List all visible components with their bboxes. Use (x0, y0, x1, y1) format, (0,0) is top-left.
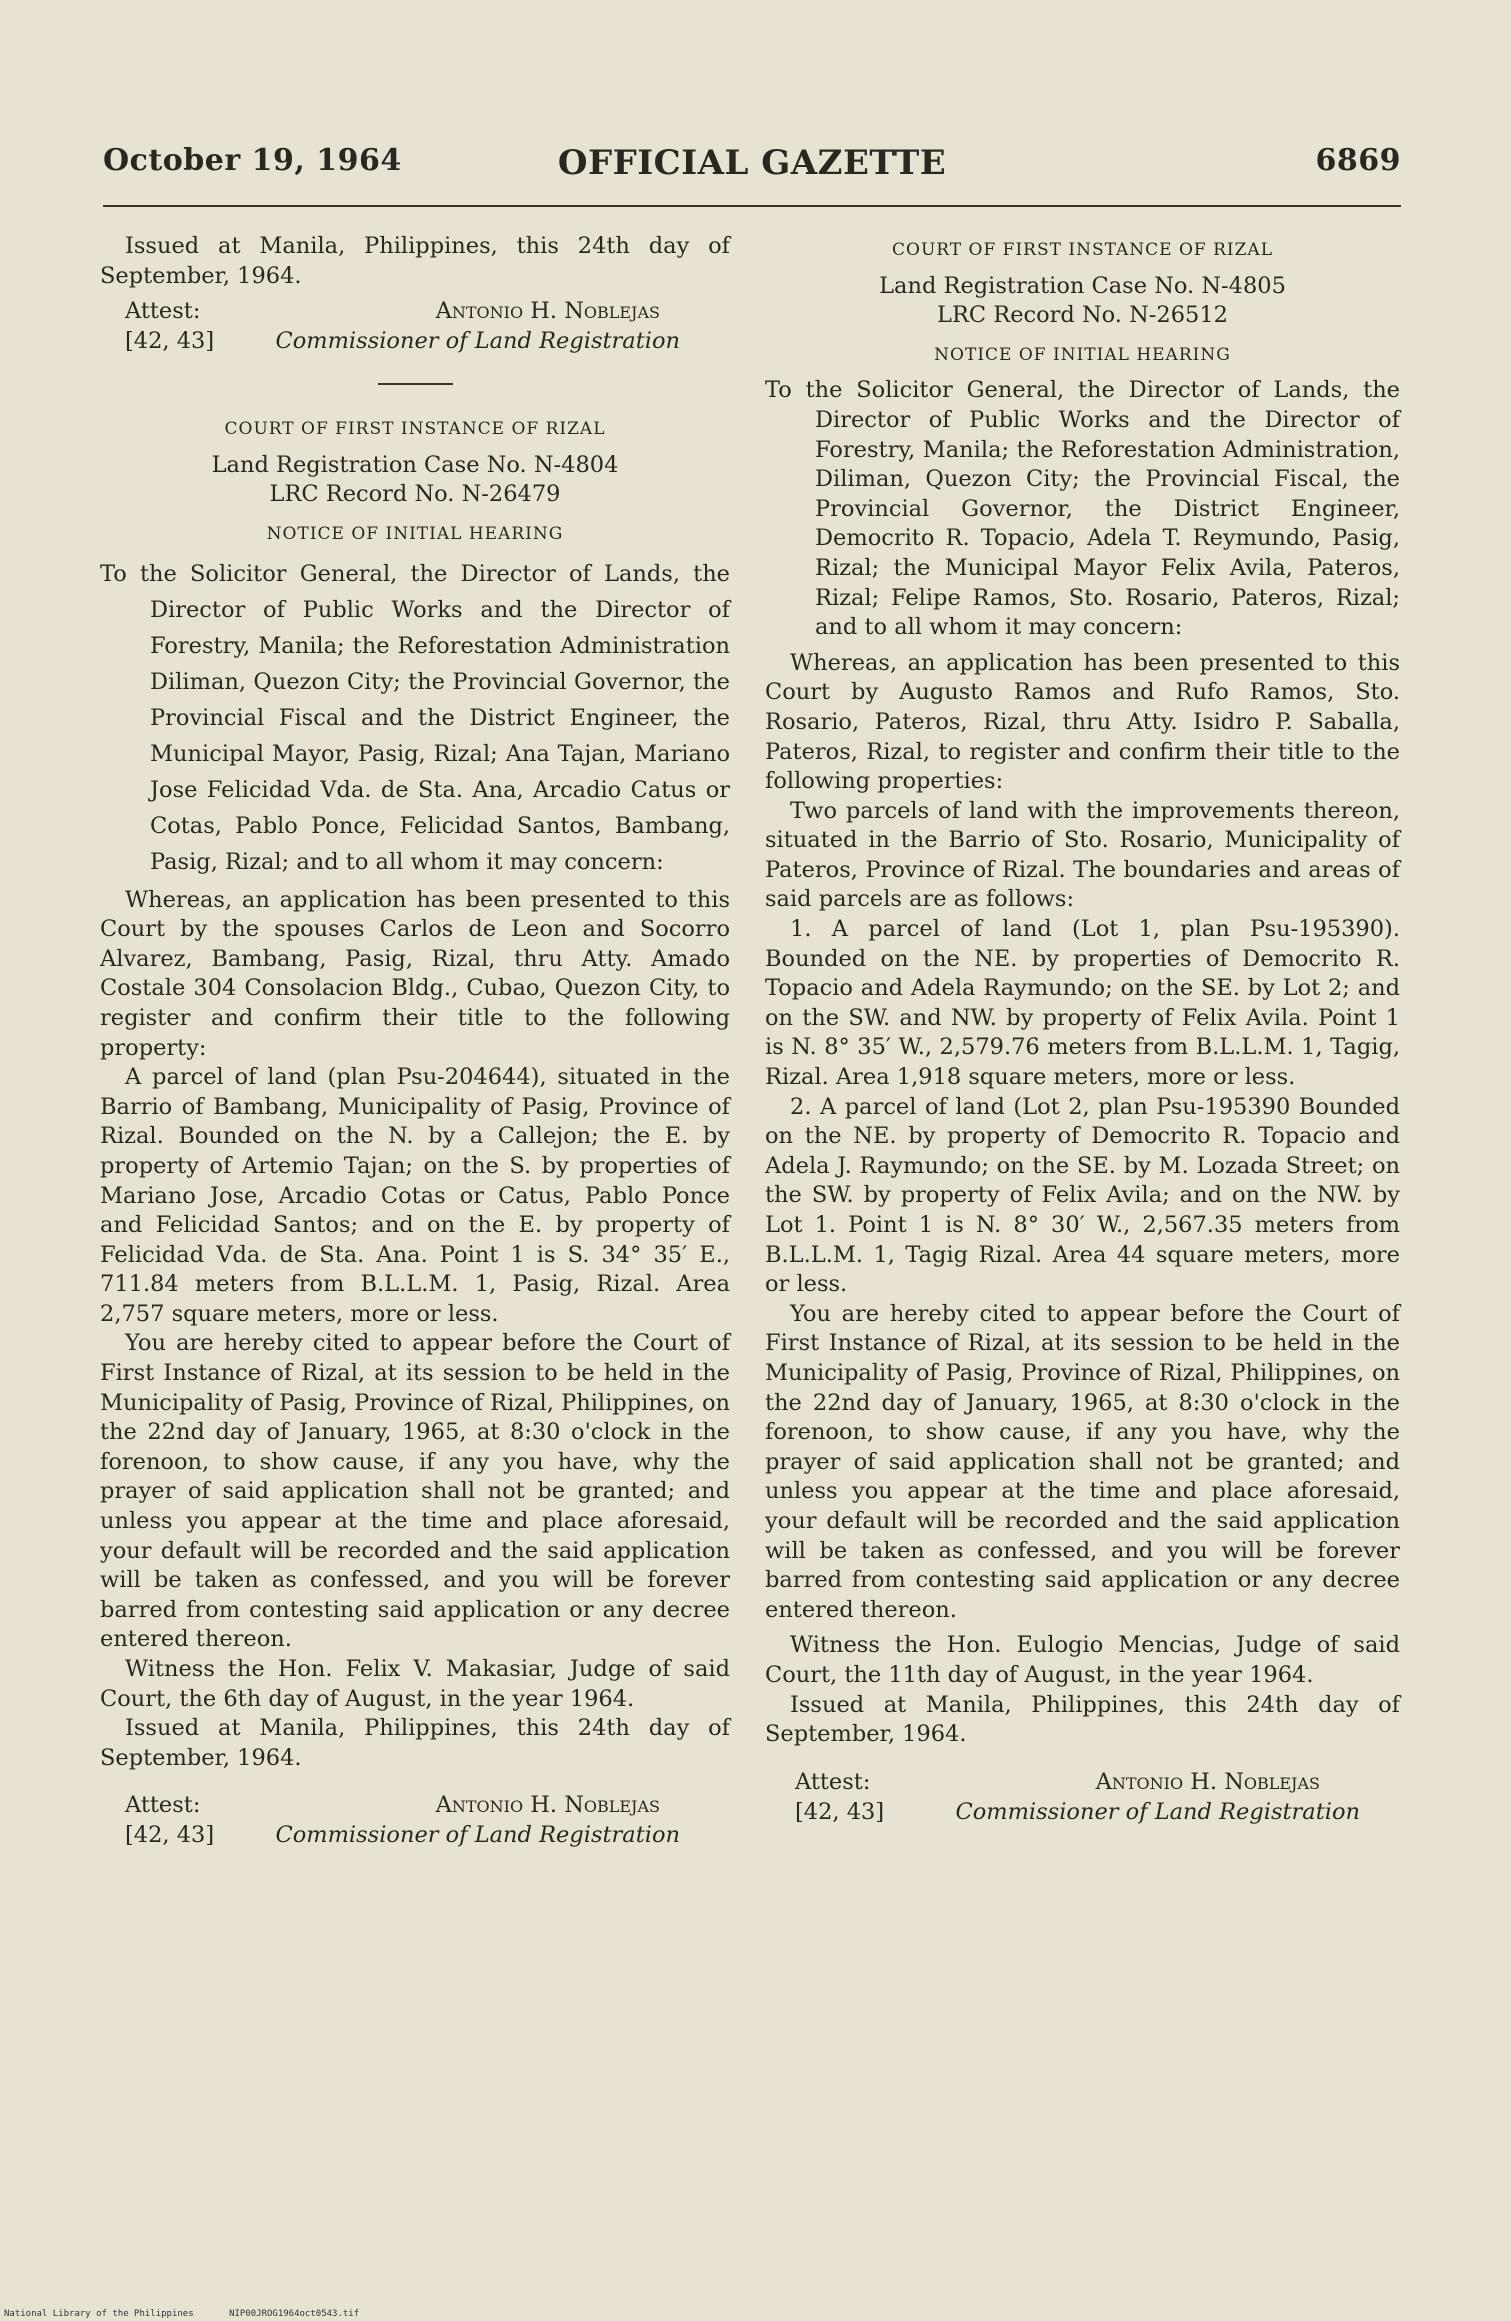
right-paragraph-3: 1. A parcel of land (Lot 1, plan Psu-195390). Bounded on the NE. by properties of Democrito R. Topacio and Adela Raymundo; on the SE. by Lot 2; and on the SW. and NW. by property of Felix Avila. Point 1 is N. 8° 35′ W., 2,579.76 meters from B.L.L.M. 1, Tagig, Rizal. Area 1,918 square meters, more or less. (765, 916, 1400, 1091)
footer-source: National Library of the Philippines (4, 2309, 194, 2319)
scan-footer (4, 2309, 389, 2319)
right-paragraph-5: You are hereby cited to appear before the Court of First Instance of Rizal, at its session to be held in the Municipality of Pasig, Province of Rizal, Philippines, on the 22nd day of January, 1965, at 8:30 o'clock in the forenoon, to show cause, if any you have, why the prayer of said application shall not be granted; and unless you appear at the time and place aforesaid, your default will be recorded and the said application will be taken as confessed, and you will be forever barred from contesting said application or any decree entered thereon. (765, 1300, 1400, 1623)
left-paragraph-3: You are hereby cited to appear before the Court of First Instance of Rizal, at its session to be held in the Municipality of Pasig, Province of Rizal, Philippines, on the 22nd day of January, 1965, at 8:30 o'clock in the forenoon, to show cause, if any you have, why the prayer of said application shall not be granted; and unless you appear at the time and place aforesaid, your default will be recorded and the said application will be taken as confessed, and you will be forever barred from contesting said application or any decree entered thereon. (100, 1330, 730, 1653)
header-date: October 19, 1964 (103, 143, 402, 178)
left-attest-label: Attest: (125, 1792, 201, 1819)
right-court-heading: COURT OF FIRST INSTANCE OF RIZAL (892, 240, 1273, 260)
right-paragraph-4: 2. A parcel of land (Lot 2, plan Psu-195390 Bounded on the NE. by property of Democrito R. Topacio and Adela J. Raymundo; on the SE. by M. Lozada Street; on the SW. by property of Felix Avila; and on the NW. by Lot 1. Point 1 is N. 8° 30′ W., 2,567.35 meters from B.L.L.M. 1, Tagig Rizal. Area 44 square meters, more or less. (765, 1093, 1400, 1298)
right-paragraph-6: Witness the Hon. Eulogio Mencias, Judge of said Court, the 11th day of August, in the year 1964. (765, 1632, 1400, 1688)
right-attest-row (765, 1768, 1400, 1798)
left-address: To the Solicitor General, the Director of Lands, the Director of Public Works and the Director of Forestry, Manila; the Reforestation Administration Diliman, Quezon City; the Provincial Governor, the Provincial Fiscal and the District Engineer, the Municipal Mayor, Pasig, Rizal; Ana Tajan, Mariano Jose Felicidad Vda. de Sta. Ana, Arcadio Catus or Cotas, Pablo Ponce, Felicidad Santos, Bambang, Pasig, Rizal; and to all whom it may concern: (100, 560, 730, 875)
left-top-ref: [42, 43] (125, 328, 215, 355)
right-case-number: Land Registration Case No. N-4805 (879, 272, 1286, 299)
right-address: To the Solicitor General, the Director of Lands, the Director of Public Works and the Director of Forestry, Manila; the Reforestation Administration, Diliman, Quezon City; the Provincial Fiscal, the Provincial Governor, the District Engineer, Democrito R. Topacio, Adela T. Reymundo, Pasig, Rizal; the Municipal Mayor Felix Avila, Pateros, Rizal; Felipe Ramos, Sto. Rosario, Pateros, Rizal; and to all whom it may concern: (765, 377, 1400, 641)
left-paragraph-1: Whereas, an application has been presented to this Court by the spouses Carlos de Leon and Socorro Alvarez, Bambang, Pasig, Rizal, thru Atty. Amado Costale 304 Consolacion Bldg., Cubao, Quezon City, to register and confirm their title to the following property: (100, 886, 730, 1061)
left-paragraph-4: Witness the Hon. Felix V. Makasiar, Judge of said Court, the 6th day of August, in the year 1964. (100, 1656, 730, 1712)
right-signer-title: Commissioner of Land Registration (955, 1798, 1360, 1825)
left-notice-heading: NOTICE OF INITIAL HEARING (266, 523, 564, 544)
right-paragraph-1: Whereas, an application has been presented to this Court by Augusto Ramos and Rufo Ramos, Sto. Rosario, Pateros, Rizal, thru Atty. Isidro P. Saballa, Pateros, Rizal, to register and confirm their title to the following properties: (765, 649, 1400, 795)
right-signer: Antonio H. Noblejas (1095, 1768, 1320, 1795)
right-paragraph-7: Issued at Manila, Philippines, this 24th day of September, 1964. (765, 1691, 1400, 1748)
left-ref: [42, 43] (125, 1822, 215, 1849)
left-signer: Antonio H. Noblejas (435, 1792, 660, 1819)
left-column (100, 232, 730, 1851)
right-notice-heading: NOTICE OF INITIAL HEARING (934, 344, 1231, 365)
right-lrc-record: LRC Record No. N-26512 (937, 302, 1228, 329)
left-top-signer-title: Commissioner of Land Registration (275, 328, 680, 355)
left-signer-title: Commissioner of Land Registration (275, 1822, 680, 1849)
left-court-heading: COURT OF FIRST INSTANCE OF RIZAL (224, 419, 606, 440)
right-paragraph-2: Two parcels of land with the improvements thereon, situated in the Barrio of Sto. Rosario, Municipality of Pateros, Province of Rizal. The boundaries and areas of said parcels are as follows: (765, 797, 1400, 913)
right-column (765, 232, 1400, 1828)
page-header (103, 143, 1401, 193)
header-page-number: 6869 (1315, 143, 1401, 178)
left-top-attest-row (100, 297, 730, 327)
left-top-attest-label: Attest: (125, 298, 201, 325)
right-attest-label: Attest: (795, 1768, 871, 1795)
footer-file: NIP00JROG1964oct0543.tif (229, 2309, 360, 2319)
left-top-issued: Issued at Manila, Philippines, this 24th day of September, 1964. (100, 233, 730, 289)
left-paragraph-5: Issued at Manila, Philippines, this 24th day of September, 1964. (100, 1715, 730, 1771)
left-lrc-record: LRC Record No. N-26479 (269, 481, 561, 508)
header-title: OFFICIAL GAZETTE (557, 143, 947, 183)
left-paragraph-2: A parcel of land (plan Psu-204644), situated in the Barrio of Bambang, Municipality of Pasig, Province of Rizal. Bounded on the N. by a Callejon; the E. by property of Artemio Tajan; on the S. by properties of Mariano Jose, Arcadio Cotas or Catus, Pablo Ponce and Felicidad Santos; and on the E. by property of Felicidad Vda. de Sta. Ana. Point 1 is S. 34° 35′ E., 711.84 meters from B.L.L.M. 1, Pasig, Rizal. Area 2,757 square meters, more or less. (100, 1064, 730, 1327)
left-top-signer: Antonio H. Noblejas (435, 298, 660, 325)
left-attest-row (100, 1791, 730, 1821)
right-ref: [42, 43] (795, 1798, 885, 1825)
section-divider (378, 383, 453, 385)
right-signer-row (765, 1798, 1400, 1828)
left-top-signer-row (100, 327, 730, 357)
left-case-number: Land Registration Case No. N-4804 (211, 451, 619, 478)
header-rule (103, 205, 1401, 207)
left-signer-row (100, 1821, 730, 1851)
